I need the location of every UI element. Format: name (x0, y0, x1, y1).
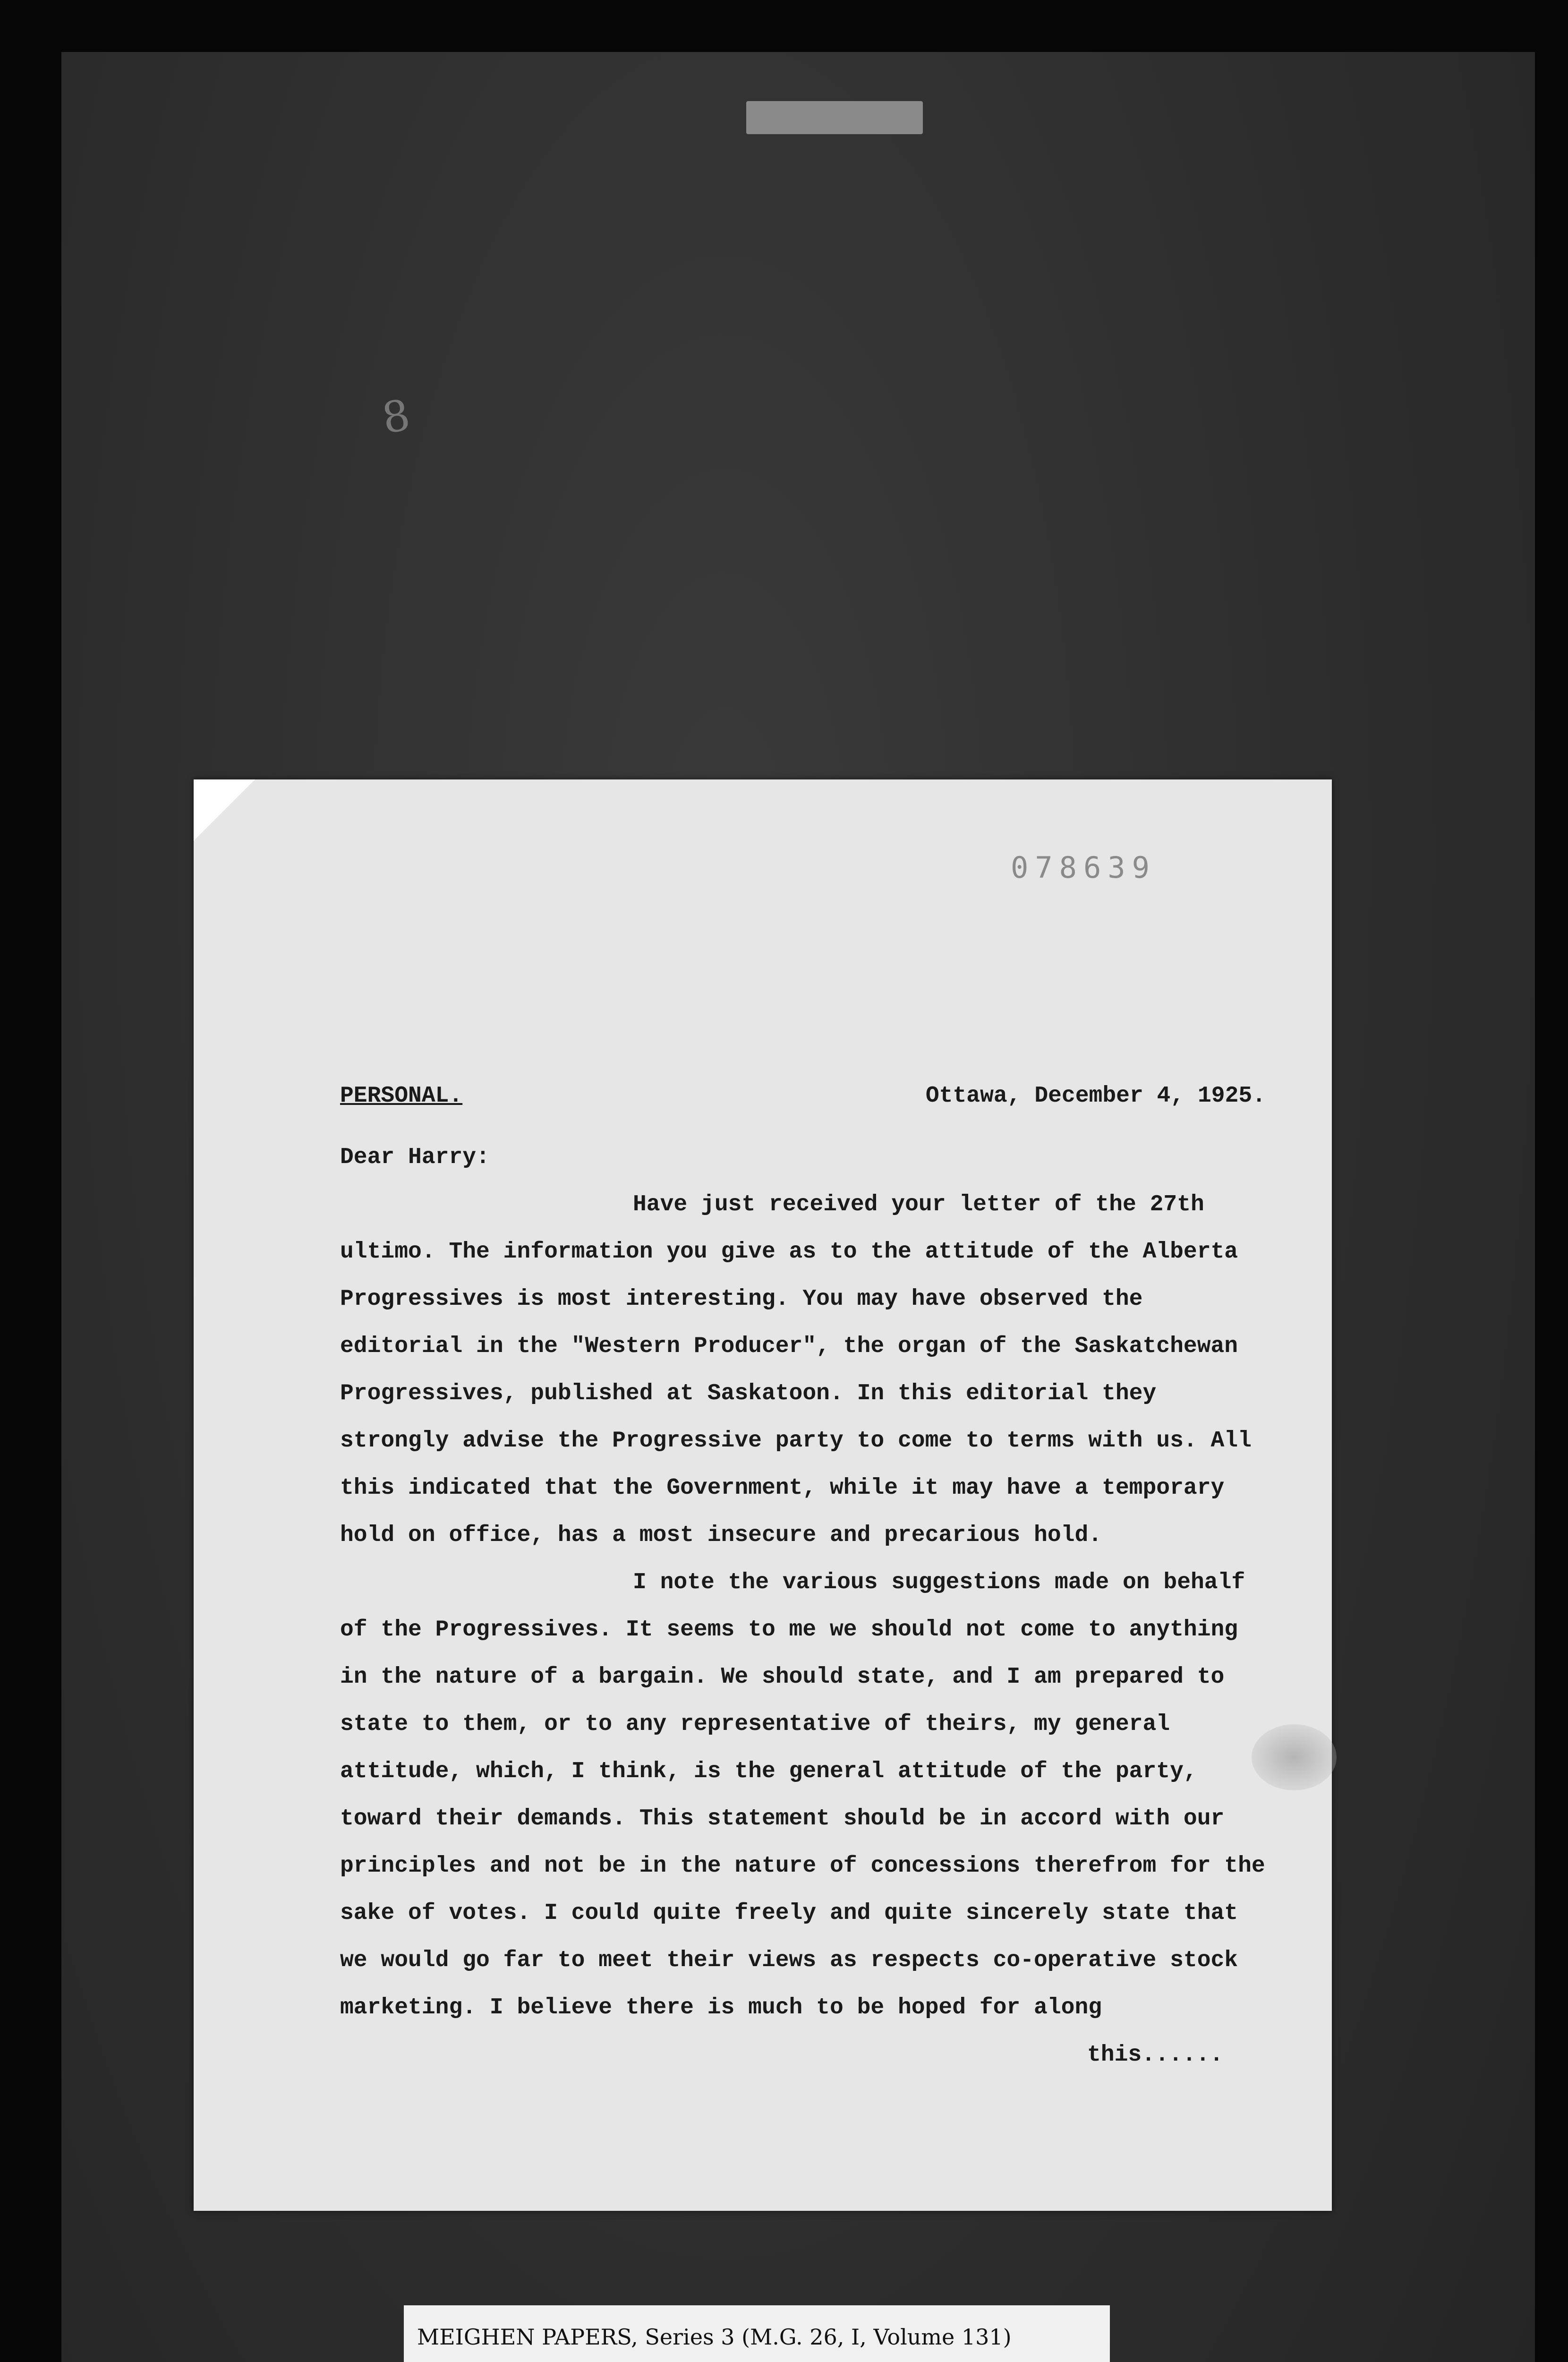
letter-page (194, 779, 1332, 2211)
salutation: Dear Harry: (340, 1145, 490, 1170)
document-number: 078639 (1011, 850, 1156, 885)
letter-heading (340, 1072, 1266, 1120)
pencil-mark: 8 (378, 390, 414, 444)
paragraph-2: I note the various suggestions made on behalf of the Progressives. It seems to me we should not come to anything in the nature of a bargain. We should state, and I am prepared to state to them, or to any representative of theirs, my general attitude, which, I think, is the general attitude of the party, toward their demands. This statement should be in accord with our principles and not be in the nature of concessions therefrom for the sake of votes. I could quite freely and quite sincerely state that we would go far to meet their views as respects co-operative stock marketing. I believe there is much to be hoped for along (340, 1570, 1265, 2020)
personal-heading: PERSONAL. (340, 1083, 463, 1109)
paragraph-1: Have just received your letter of the 27th ultimo. The information you give as to the attitude of the Alberta Progressives is most interesting. You may have observed the editorial in the "Western Producer", the organ of the Saskatchewan Progressives, published at Saskatoon. In this editorial they strongly advise the Progressive party to come to terms with us. All this indicated that the Government, while it may have a temporary hold on office, has a most insecure and precarious hold. (340, 1192, 1252, 1548)
folded-corner (194, 779, 255, 841)
reference-label: MEIGHEN PAPERS, Series 3 (M.G. 26, I, Volume 131) (404, 2305, 1110, 2362)
letter-date: Ottawa, December 4, 1925. (925, 1083, 1266, 1109)
holder-clip (746, 101, 923, 134)
continuation-mark: this...... (1087, 2042, 1223, 2068)
letter-body (340, 1072, 1266, 2079)
